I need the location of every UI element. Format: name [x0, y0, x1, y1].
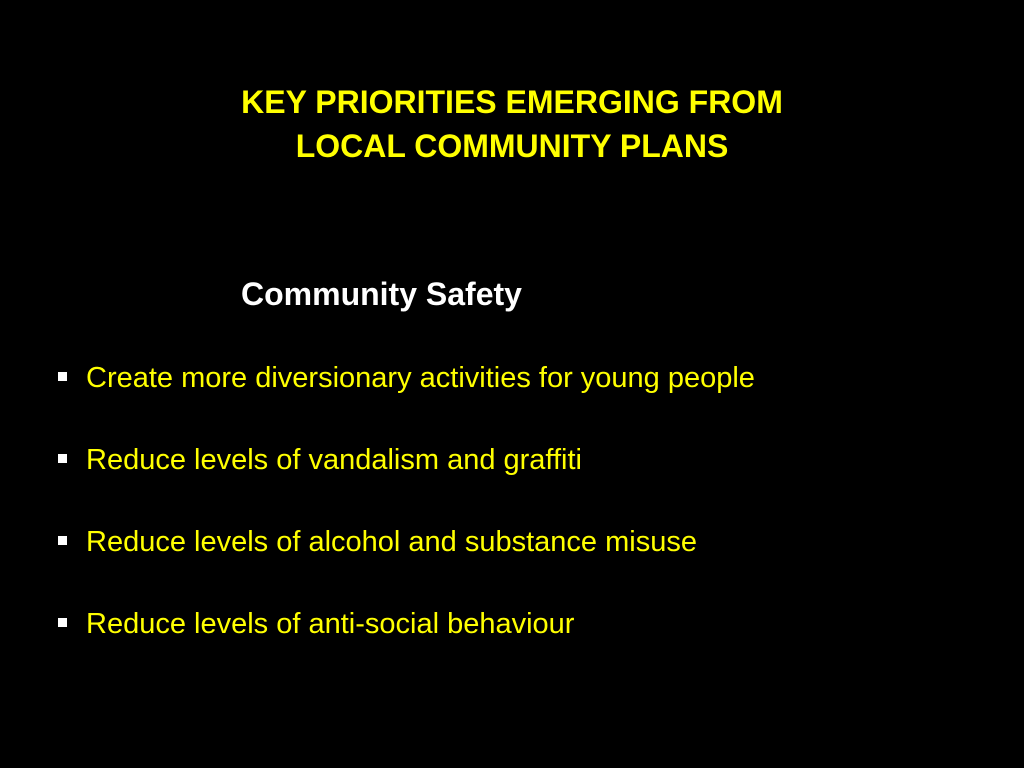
bullet-text: Create more diversionary activities for young people — [86, 362, 755, 394]
bullet-text: Reduce levels of anti-social behaviour — [86, 608, 575, 640]
slide-title — [0, 80, 1024, 168]
bullet-text: Reduce levels of vandalism and graffiti — [86, 444, 582, 476]
section-heading: Community Safety — [241, 276, 522, 312]
slide-title-line-2: LOCAL COMMUNITY PLANS — [295, 128, 729, 164]
square-bullet-icon — [58, 454, 67, 463]
square-bullet-icon — [58, 618, 67, 627]
slide-title-line-1: KEY PRIORITIES EMERGING FROM — [241, 84, 783, 120]
square-bullet-icon — [58, 372, 67, 381]
square-bullet-icon — [58, 536, 67, 545]
bullet-text: Reduce levels of alcohol and substance misuse — [86, 526, 697, 558]
